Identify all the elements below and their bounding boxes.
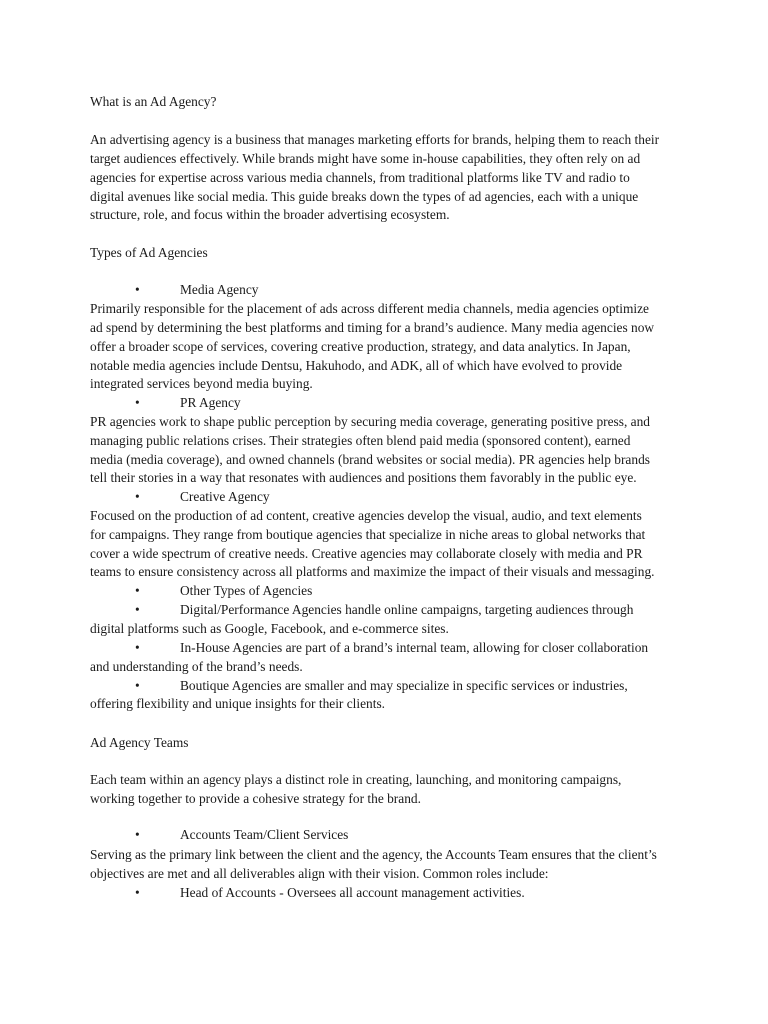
document-title: What is an Ad Agency?	[90, 94, 217, 109]
text-line: offer a broader scope of services, covering creative production, strategy, and data analytics. In Japan,	[90, 339, 631, 354]
text-line: tell their stories in a way that resonates with audiences and positions them favorably in the public eye.	[90, 470, 637, 485]
text-line: and understanding of the brand’s needs.	[90, 659, 303, 674]
media-agency-heading: Media Agency	[180, 282, 259, 297]
text-line: digital avenues like social media. This guide breaks down the types of ad agencies, each with a unique	[90, 189, 639, 204]
other-types-heading: Other Types of Agencies	[180, 583, 313, 598]
bullet-icon: •	[135, 395, 140, 410]
bullet-icon: •	[135, 489, 140, 504]
text-line: working together to provide a cohesive strategy for the brand.	[90, 791, 421, 806]
bullet-icon: •	[135, 678, 140, 693]
digital-agencies-item: Digital/Performance Agencies handle online campaigns, targeting audiences through	[180, 602, 634, 617]
bullet-icon: •	[135, 602, 140, 617]
text-line: An advertising agency is a business that manages marketing efforts for brands, helping them to reach their	[90, 132, 660, 147]
head-of-accounts-item: Head of Accounts - Oversees all account management activities.	[180, 885, 525, 900]
bullet-icon: •	[135, 583, 140, 598]
boutique-agencies-item: Boutique Agencies are smaller and may specialize in specific services or industries,	[180, 678, 628, 693]
text-line: agencies for expertise across various media channels, from traditional platforms like TV and radio to	[90, 170, 630, 185]
pr-agency-heading: PR Agency	[180, 395, 241, 410]
bullet-icon: •	[135, 282, 140, 297]
section-heading: Ad Agency Teams	[90, 735, 189, 750]
text-line: cover a wide spectrum of creative needs. Creative agencies may collaborate closely with media and PR	[90, 546, 643, 561]
text-line: Each team within an agency plays a distinct role in creating, launching, and monitoring campaigns,	[90, 772, 622, 787]
text-line: ad spend by determining the best platforms and timing for a brand’s audience. Many media agencies now	[90, 320, 655, 335]
text-line: structure, role, and focus within the broader advertising ecosystem.	[90, 207, 450, 222]
text-line: Serving as the primary link between the client and the agency, the Accounts Team ensures that the client’s	[90, 847, 657, 862]
text-line: Focused on the production of ad content, creative agencies develop the visual, audio, and text elements	[90, 508, 642, 523]
inhouse-agencies-item: In-House Agencies are part of a brand’s internal team, allowing for closer collaboration	[180, 640, 649, 655]
text-line: managing public relations crises. Their strategies often blend paid media (sponsored content), earned	[90, 433, 631, 448]
text-line: offering flexibility and unique insights for their clients.	[90, 696, 386, 711]
accounts-team-heading: Accounts Team/Client Services	[180, 827, 349, 842]
text-line: notable media agencies include Dentsu, Hakuhodo, and ADK, all of which have evolved to provide	[90, 358, 623, 373]
text-line: teams to ensure consistency across all platforms and maximize the impact of their visuals and messaging.	[90, 564, 655, 579]
text-line: objectives are met and all deliverables align with their vision. Common roles include:	[90, 866, 549, 881]
text-line: integrated services beyond media buying.	[90, 376, 313, 391]
text-line: media (media coverage), and owned channels (brand websites or social media). PR agencies help brands	[90, 452, 650, 467]
section-heading: Types of Ad Agencies	[90, 245, 208, 260]
bullet-icon: •	[135, 640, 140, 655]
bullet-icon: •	[135, 827, 140, 842]
text-line: for campaigns. They range from boutique agencies that specialize in niche areas to global networks that	[90, 527, 646, 542]
creative-agency-heading: Creative Agency	[180, 489, 270, 504]
text-line: digital platforms such as Google, Facebook, and e-commerce sites.	[90, 621, 449, 636]
bullet-icon: •	[135, 885, 140, 900]
text-line: target audiences effectively. While brands might have some in-house capabilities, they often rely on ad	[90, 151, 641, 166]
text-line: Primarily responsible for the placement of ads across different media channels, media agencies optimize	[90, 301, 649, 316]
text-line: PR agencies work to shape public perception by securing media coverage, generating positive press, and	[90, 414, 651, 429]
